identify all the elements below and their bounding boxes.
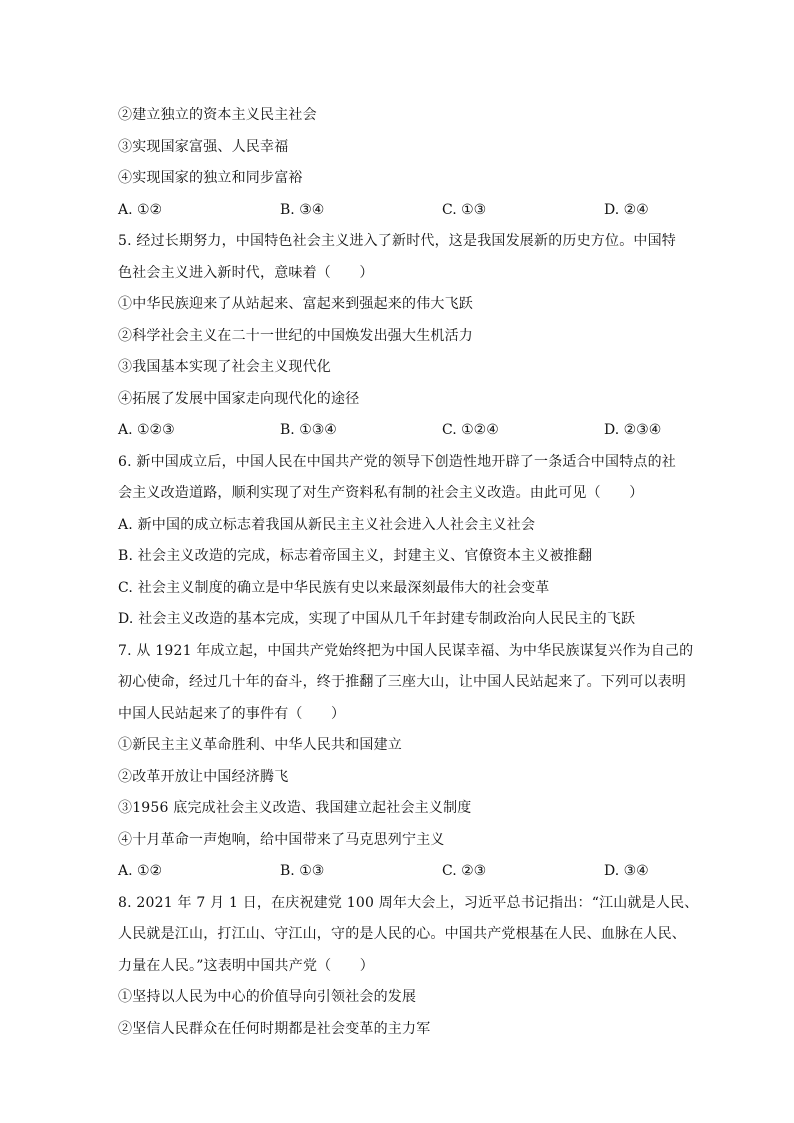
statement-1: ①新民主主义革命胜利、中华人民共和国建立 <box>118 737 402 753</box>
question-6 <box>118 447 678 636</box>
question-stem: 力量在人民。”这表明中国共产党（ ） <box>118 957 374 974</box>
statement-4: ④实现国家的独立和同步富裕 <box>118 170 303 186</box>
question-stem: 8. 2021 年 7 月 1 日，在庆祝建党 100 周年大会上，习近平总书记指出：“江山就是人民、 <box>118 894 699 911</box>
question-stem: 会主义改造道路，顺利实现了对生产资料私有制的社会主义改造。由此可见（ ） <box>118 485 644 501</box>
statement-1: ①中华民族迎来了从站起来、富起来到强起来的伟大飞跃 <box>118 296 473 312</box>
statement-3: ③1956 底完成社会主义改造、我国建立起社会主义制度 <box>118 800 472 816</box>
question-7 <box>118 636 694 888</box>
option-b: B. ③④ <box>280 201 325 218</box>
question-stem: 7. 从 1921 年成立起，中国共产党始终把为中国人民谋幸福、为中华民族谋复兴作为自己的 <box>118 642 694 659</box>
page-content <box>118 100 699 1045</box>
question-5 <box>118 226 678 447</box>
choice-b: B. 社会主义改造的完成，标志着帝国主义，封建主义、官僚资本主义被推翻 <box>118 548 593 564</box>
statement-3: ③我国基本实现了社会主义现代化 <box>118 359 331 375</box>
option-a: A. ①② <box>118 863 163 879</box>
question-stem: 人民就是江山，打江山、守江山，守的是人民的心。中国共产党根基在人民、血脉在人民、 <box>118 926 686 942</box>
question-stem: 5. 经过长期努力，中国特色社会主义进入了新时代，这是我国发展新的历史方位。中国特 <box>118 233 677 249</box>
statement-2: ②改革开放让中国经济腾飞 <box>118 768 289 785</box>
option-c: C. ②③ <box>442 863 487 879</box>
statement-1: ①坚持以人民为中心的价值导向引领社会的发展 <box>118 989 417 1005</box>
question-4-tail <box>118 100 678 226</box>
option-a: A. ①② <box>118 201 163 218</box>
option-b: B. ①③ <box>280 863 325 879</box>
answer-options <box>118 195 678 227</box>
statement-3: ③实现国家富强、人民幸福 <box>118 138 289 155</box>
option-d: D. ②③④ <box>604 422 662 438</box>
answer-options <box>118 856 678 888</box>
option-a: A. ①②③ <box>118 422 175 438</box>
question-stem: 初心使命，经过几十年的奋斗，终于推翻了三座大山，让中国人民站起来了。下列可以表明 <box>118 674 686 690</box>
option-c: C. ①③ <box>442 201 487 218</box>
question-stem: 中国人民站起来了的事件有（ ） <box>118 705 346 722</box>
statement-2: ②建立独立的资本主义民主社会 <box>118 107 317 123</box>
statement-2: ②坚信人民群众在任何时期都是社会变革的主力军 <box>118 1020 431 1037</box>
option-d: D. ③④ <box>604 863 649 879</box>
question-8 <box>118 888 699 1046</box>
statement-4: ④十月革命一声炮响，给中国带来了马克思列宁主义 <box>118 831 445 848</box>
answer-options <box>118 415 678 447</box>
option-c: C. ①②④ <box>442 422 499 438</box>
statement-2: ②科学社会主义在二十一世纪的中国焕发出强大生机活力 <box>118 327 473 344</box>
question-stem: 色社会主义进入新时代，意味着（ ） <box>118 264 374 281</box>
option-d: D. ②④ <box>604 201 649 218</box>
choice-c: C. 社会主义制度的确立是中华民族有史以来最深刻最伟大的社会变革 <box>118 579 550 596</box>
choice-d: D. 社会主义改造的基本完成，实现了中国从几千年封建专制政治向人民民主的飞跃 <box>118 611 636 627</box>
statement-4: ④拓展了发展中国家走向现代化的途径 <box>118 390 360 407</box>
option-b: B. ①③④ <box>280 422 337 438</box>
choice-a: A. 新中国的成立标志着我国从新民主主义社会进入人社会主义社会 <box>118 516 536 533</box>
question-stem: 6. 新中国成立后，中国人民在中国共产党的领导下创造性地开辟了一条适合中国特点的社 <box>118 453 677 470</box>
